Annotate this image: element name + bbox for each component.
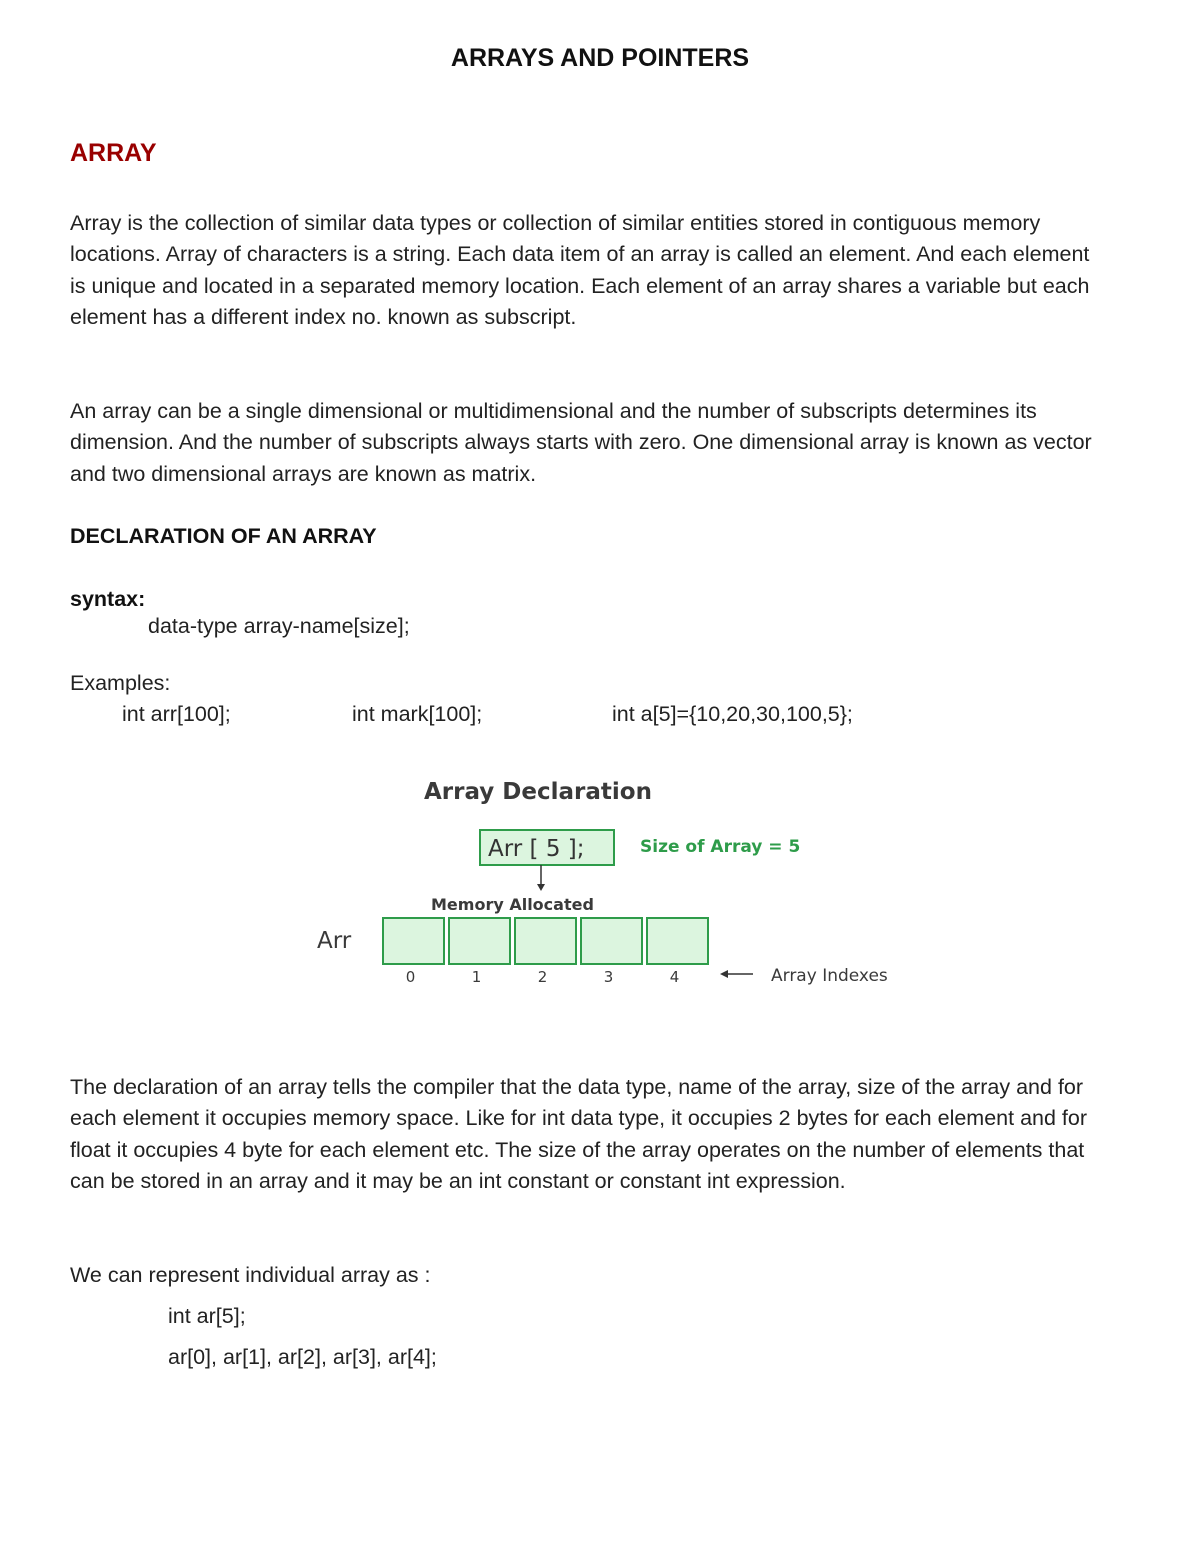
- memory-cell: [581, 918, 642, 964]
- diagram-title: Array Declaration: [424, 779, 652, 805]
- array-index-label: 3: [603, 968, 614, 986]
- example-item: int arr[100];: [122, 702, 231, 726]
- index-labels: [406, 968, 680, 986]
- page-title: ARRAYS AND POINTERS: [450, 44, 750, 72]
- example-item: int mark[100];: [352, 702, 483, 726]
- size-label: Size of Array = 5: [640, 837, 801, 857]
- code-line: ar[0], ar[1], ar[2], ar[3], ar[4];: [168, 1345, 437, 1369]
- allocation-arrow-head: [537, 884, 545, 891]
- syntax-text: data-type array-name[size];: [148, 614, 410, 638]
- memory-cell: [383, 918, 444, 964]
- declaration-heading: DECLARATION OF AN ARRAY: [70, 524, 377, 548]
- memory-allocated-label: Memory Allocated: [431, 895, 594, 914]
- array-name-label: Arr: [317, 928, 352, 954]
- memory-cells: [383, 918, 708, 964]
- array-declaration-diagram: [300, 760, 960, 1000]
- indexes-arrow-head: [720, 970, 728, 978]
- section-heading-array: ARRAY: [70, 139, 157, 167]
- array-index-label: 0: [405, 968, 416, 986]
- paragraph-array-dimensions: An array can be a single dimensional or multidimensional and the number of subscripts determines its dimension. And the number of subscripts always starts with zero. One dimensional array is known as vector and two dimensional arrays are known as matrix.: [70, 399, 1092, 486]
- declaration-box-text: Arr [ 5 ];: [488, 836, 585, 862]
- array-index-label: 1: [471, 968, 482, 986]
- paragraph-array-definition: Array is the collection of similar data types or collection of similar entities stored in contiguous memory locations. Array of characters is a string. Each data item of an array is called an element. And each element is unique and located in a separated memory location. Each element of an array shares a variable but each element has a different index no. known as subscript.: [70, 211, 1090, 329]
- memory-cell: [449, 918, 510, 964]
- array-indexes-label: Array Indexes: [771, 966, 888, 986]
- example-item: int a[5]={10,20,30,100,5};: [612, 702, 853, 726]
- syntax-label: syntax:: [70, 587, 146, 611]
- array-index-label: 4: [669, 968, 680, 986]
- examples-label: Examples:: [70, 671, 171, 695]
- represent-text: We can represent individual array as :: [70, 1263, 431, 1287]
- memory-cell: [647, 918, 708, 964]
- memory-cell: [515, 918, 576, 964]
- paragraph-declaration-explanation: The declaration of an array tells the compiler that the data type, name of the array, size of the array and for each element it occupies memory space. Like for int data type, it occupies 2 bytes for each element and for float it occupies 4 byte for each element etc. The size of the array operates on the number of elements that can be stored in an array and it may be an int constant or constant int expression.: [70, 1075, 1088, 1193]
- array-index-label: 2: [537, 968, 548, 986]
- code-line: int ar[5];: [168, 1304, 246, 1328]
